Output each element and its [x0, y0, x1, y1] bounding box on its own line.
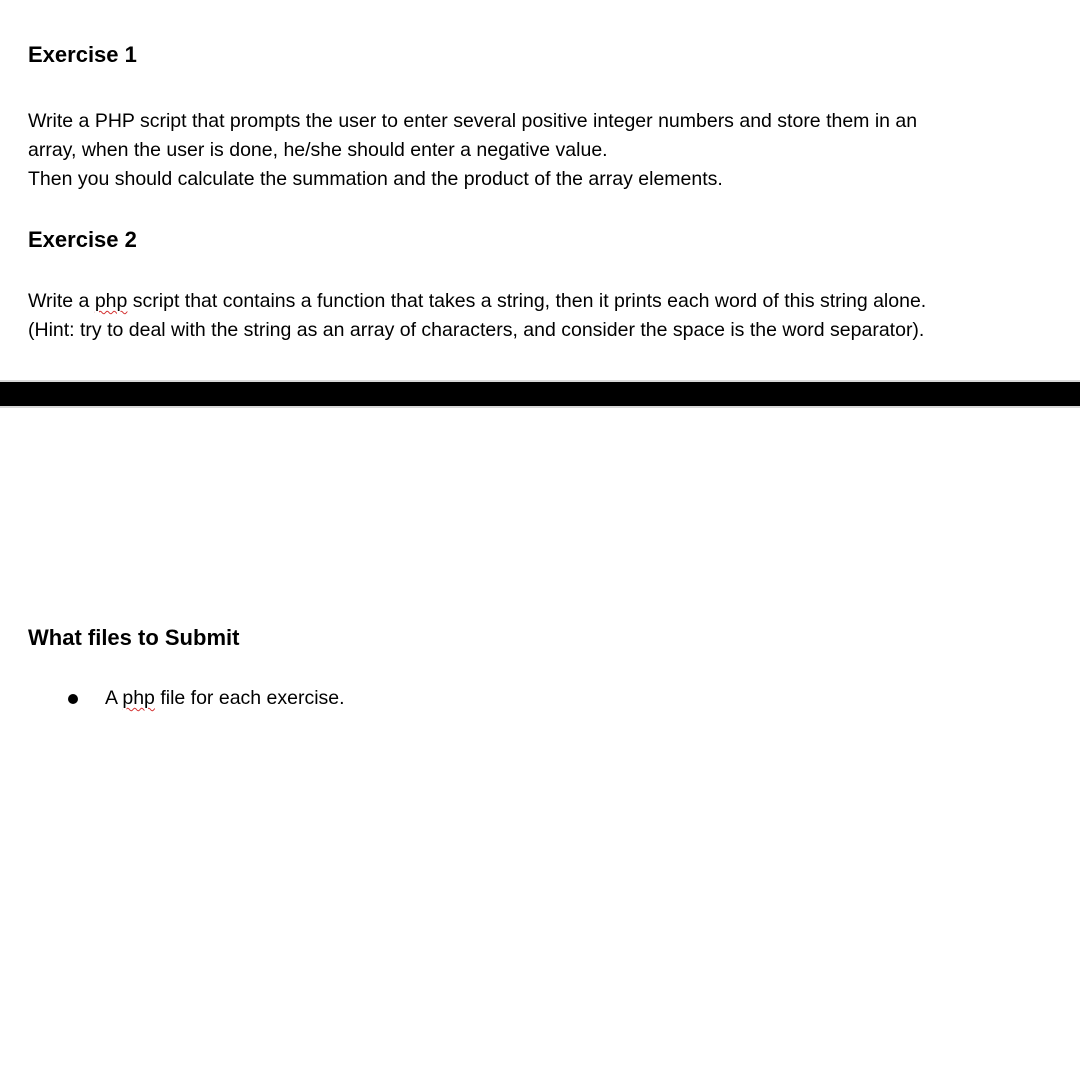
bullet-icon	[68, 694, 78, 704]
submit-heading: What files to Submit	[28, 625, 240, 650]
exercise-2-line-2: (Hint: try to deal with the string as an array of characters, and consider the space is the word separator).	[28, 319, 925, 341]
spellcheck-flagged-word[interactable]: php	[94, 290, 128, 312]
submit-item-suffix: file for each exercise.	[154, 687, 345, 709]
submit-item-prefix: A	[105, 687, 123, 709]
page-break-divider	[0, 380, 1080, 408]
exercise-1-line-2: array, when the user is done, he/she should enter a negative value.	[28, 139, 608, 161]
exercise-1-description	[28, 107, 1073, 194]
spellcheck-flagged-word[interactable]: php	[122, 687, 155, 709]
list-item	[68, 684, 345, 713]
exercise-2-description	[28, 287, 1073, 345]
exercise-1-line-3: Then you should calculate the summation and the product of the array elements.	[28, 168, 723, 190]
exercise-1-line-1: Write a PHP script that prompts the user to enter several positive integer numbers and store them in an	[28, 110, 918, 132]
exercise-1-heading: Exercise 1	[28, 42, 137, 67]
exercise-2-line-1	[28, 287, 1073, 316]
exercise-2-heading: Exercise 2	[28, 227, 137, 252]
submit-list	[68, 684, 345, 713]
exercise-2-line-1-prefix: Write a	[28, 290, 95, 312]
exercise-2-line-1-suffix: script that contains a function that takes a string, then it prints each word of this string alone.	[127, 290, 927, 312]
